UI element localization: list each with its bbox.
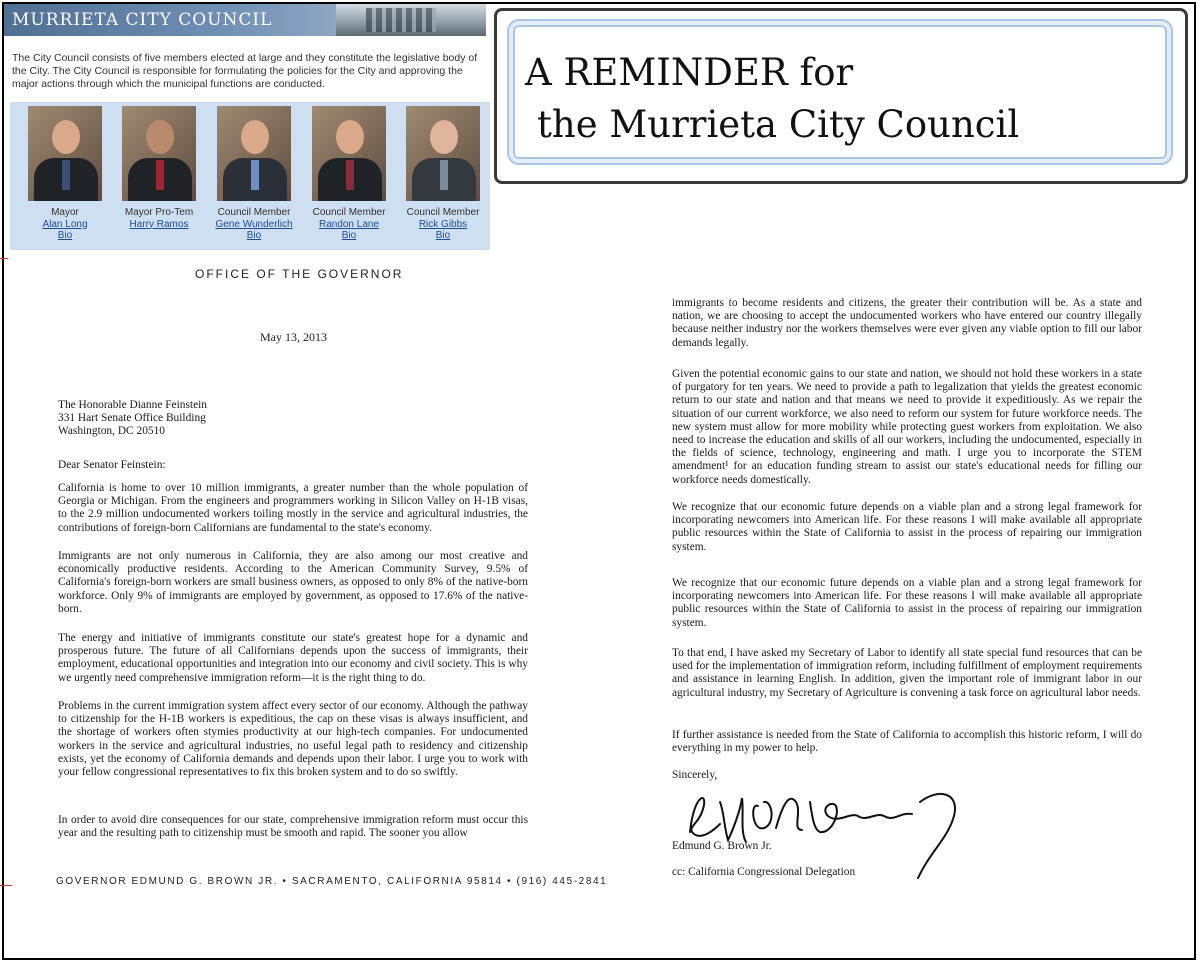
member-card [215, 106, 293, 242]
letter-paragraph: If further assistance is needed from the State of California to accomplish this historic reform, I will do everything in my power to help. [672, 729, 1142, 755]
member-name-link[interactable]: Randon Lane [318, 218, 380, 230]
member-card [310, 106, 388, 242]
member-role: Council Member [217, 207, 291, 218]
letter-paragraph: We recognize that our economic future depends on a viable plan and a strong legal framework for incorporating newcomers into American life. For these reasons I will make available all appropriate public resources within the State of California to assist in the process of repairing our immigration system. [672, 501, 1142, 553]
letter-paragraph: Immigrants are not only numerous in California, they are also among our most creative and economically productive residents. According to the American Community Survey, 9.5% of California's foreign-born workers are small business owners, as opposed to only 8% of the native-born workforce. Only 9% of immigrants are employed by government, as opposed to 17.6% of the native-born. [58, 550, 528, 615]
letter-paragraph: The energy and initiative of immigrants constitute our state's greatest hope for a dynamic and prosperous future. The future of all Californians depends upon the success of immigrants, their employment, educational opportunities and integration into our economy and civil society. This is why we urgently need comprehensive immigration reform—it is the right thing to do. [58, 632, 528, 684]
letter-paragraph: We recognize that our economic future depends on a viable plan and a strong legal framework for incorporating newcomers into American life. For these reasons I will make available all appropriate public resources within the State of California to assist in the process of repairing our immigration system. [672, 577, 1142, 629]
member-name-link[interactable]: Rick Gibbs [418, 218, 468, 230]
crop-mark [0, 885, 12, 886]
council-title: MURRIETA CITY COUNCIL [12, 10, 273, 30]
letterhead-footer: GOVERNOR EDMUND G. BROWN JR. • SACRAMENTO, CALIFORNIA 95814 • (916) 445-2841 [56, 876, 608, 887]
member-bio-link[interactable]: Bio [246, 230, 262, 241]
member-card [404, 106, 482, 242]
council-description: The City Council consists of five members elected at large and they constitute the legislative body of the City. The City Council is responsible for formulating the policies for the City and approving the major actions through which the municipal functions are conducted. [12, 52, 478, 90]
letterhead-office: OFFICE OF THE GOVERNOR [195, 267, 404, 281]
reminder-heading-line1: A REMINDER for [525, 51, 854, 94]
member-bio-link[interactable]: Bio [435, 230, 451, 241]
letter-paragraph: Given the potential economic gains to our state and nation, we should not hold these workers in a state of purgatory for ten years. We need to provide a path to legalization that yields the greatest economic return to our state and nation and that means we need to provide it expeditiously. As we repair the situation of our current workforce, we also need to reform our system for future workforce needs. The new system must allow for more mobility while protecting guest workers from exploitation. We also need to increase the education and skills of all our workers, including the undocumented, especially in the fields of science, technology, engineering and math. I urge you to incorporate the STEM amendment¹ for an education funding stream to assist our state's educational needs for filling our workforce needs domestically. [672, 368, 1142, 486]
member-role: Mayor Pro-Tem [124, 207, 194, 218]
member-role: Council Member [312, 207, 386, 218]
council-members [10, 102, 490, 250]
letter-paragraph: To that end, I have asked my Secretary of Labor to identify all state special fund resources that can be used for the implementation of immigration reform, including fulfillment of employment requirements and assistance in learning English. In addition, given the important role of immigrant labor in our agricultural industry, my Secretary of Agriculture is convening a task force on agricultural labor needs. [672, 647, 1142, 699]
member-card [120, 106, 198, 230]
letter-closing: Sincerely, [672, 769, 718, 781]
member-bio-link[interactable]: Bio [341, 230, 357, 241]
member-photo [28, 106, 102, 201]
letter-date: May 13, 2013 [260, 330, 327, 344]
council-header [4, 4, 486, 36]
address-line: 331 Hart Senate Office Building [58, 412, 206, 425]
member-card [26, 106, 104, 242]
member-role: Mayor [51, 207, 79, 218]
member-name-link[interactable]: Harry Ramos [129, 218, 189, 230]
letter-paragraph: California is home to over 10 million immigrants, a greater number than the whole population of Georgia or Michigan. From the engineers and programmers working in Silicon Valley on H-1B visas, to the 2.9 million undocumented workers toiling mostly in the service and agricultural industries, the contributions of foreign-born Californians are fundamental to the state's economy. [58, 482, 528, 534]
crop-mark [0, 258, 8, 259]
city-hall-image [336, 4, 486, 36]
salutation: Dear Senator Feinstein: [58, 459, 166, 471]
member-name-link[interactable]: Alan Long [42, 218, 88, 230]
signer-name: Edmund G. Brown Jr. [672, 840, 772, 852]
address-line: The Honorable Dianne Feinstein [58, 399, 207, 411]
member-bio-link[interactable]: Bio [57, 230, 73, 241]
letter-paragraph: Problems in the current immigration system affect every sector of our economy. Although the pathway to citizenship for the H-1B workers is expeditious, the cap on these visas is always insufficient, and the shortage of workers often stymies productivity at our high-tech companies. For undocumented workers in the service and agricultural industries, no useful legal path to residency and citizenship exists, yet the economy of California demands and depends upon their labor. I urge you to work with your fellow congressional representatives to fix this broken system and to do so swiftly. [58, 700, 528, 779]
recipient-address [58, 399, 458, 439]
reminder-heading-line2: the Murrieta City Council [537, 103, 1020, 146]
member-role: Council Member [406, 207, 480, 218]
member-photo [217, 106, 291, 201]
reminder-box [494, 8, 1188, 184]
member-photo [122, 106, 196, 201]
member-photo [406, 106, 480, 201]
letter-paragraph: In order to avoid dire consequences for our state, comprehensive immigration reform must occur this year and the resulting path to citizenship must be smooth and rapid. The sooner you allow [58, 814, 528, 840]
letter-paragraph: immigrants to become residents and citizens, the greater their contribution will be. As a state and nation, we are choosing to accept the undocumented workers who have entered our country illegally because neither industry nor the workers themselves were ever given any viable option to fill our labor demands legally. [672, 297, 1142, 349]
member-photo [312, 106, 386, 201]
address-line: Washington, DC 20510 [58, 425, 165, 438]
member-name-link[interactable]: Gene Wunderlich [215, 218, 293, 230]
cc-line: cc: California Congressional Delegation [672, 866, 856, 878]
council-panel [4, 4, 486, 250]
